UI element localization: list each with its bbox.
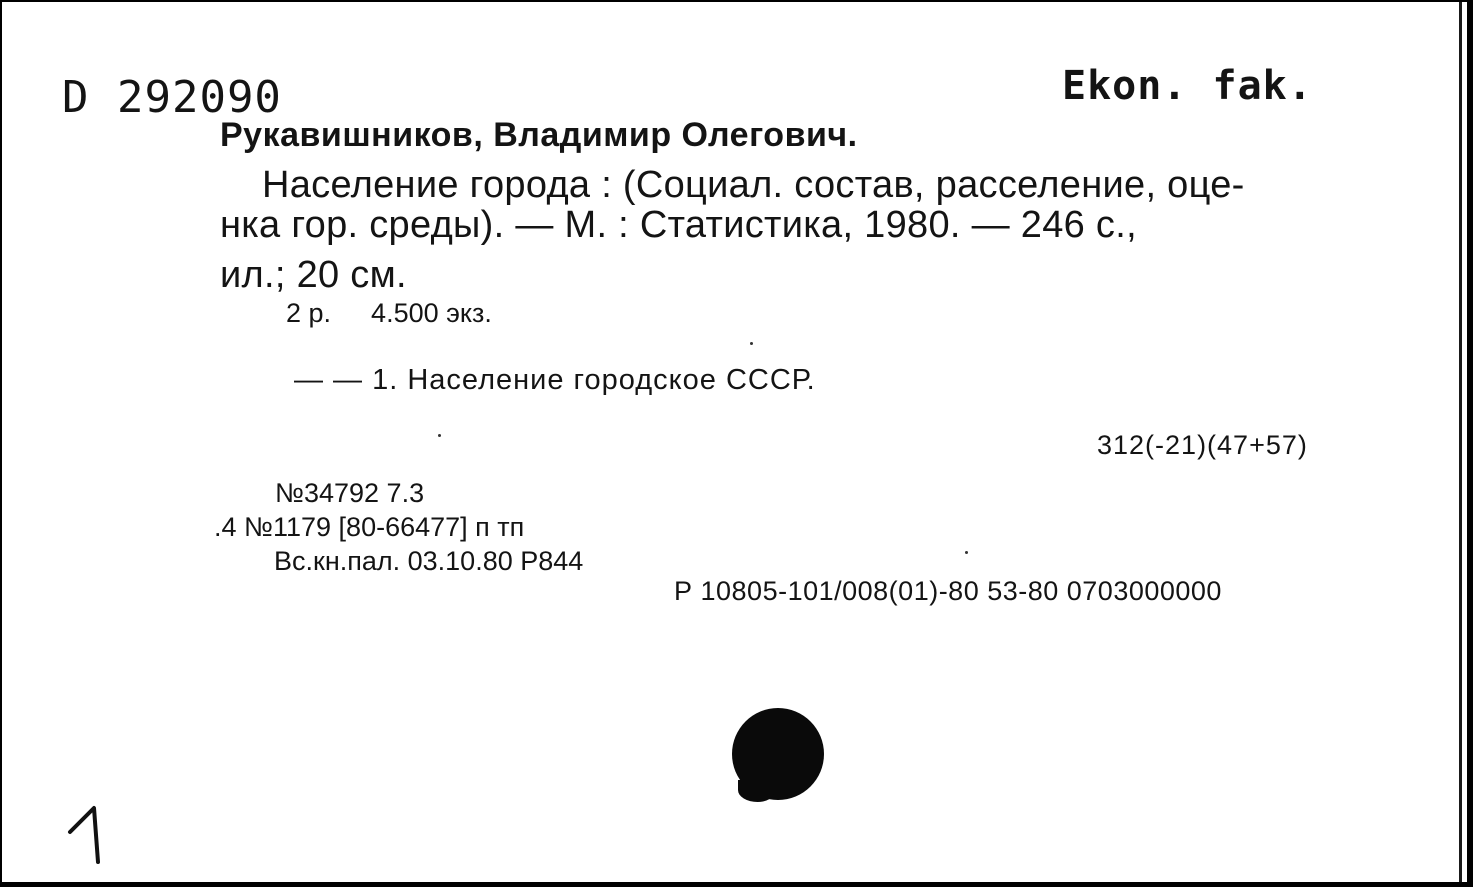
catalog-code: Р 10805-101/008(01)-80 53-80 0703000000 xyxy=(674,576,1222,606)
inventory-number: D 292090 xyxy=(62,72,282,123)
price: 2 р. xyxy=(286,298,332,328)
catalog-card xyxy=(2,2,1467,882)
classification-index: 312(-21)(47+57) xyxy=(1097,430,1308,460)
department-stamp: Ekon. fak. xyxy=(1062,63,1313,109)
copies: 4.500 экз. xyxy=(371,298,492,328)
author-heading: Рукавишников, Владимир Олегович. xyxy=(220,116,858,154)
card-edge xyxy=(1459,2,1467,882)
note-line-3: Вс.кн.пал. 03.10.80 Р844 xyxy=(274,546,584,576)
speck xyxy=(438,434,441,437)
note-line-2: .4 №1179 [80-66477] п тп xyxy=(214,512,525,542)
note-line-1: №34792 7.3 xyxy=(275,478,425,508)
description-line-1: Население города : (Социал. состав, расселение, оце- xyxy=(262,164,1245,206)
price-line xyxy=(286,300,492,327)
subject-heading: — — 1. Население городское СССР. xyxy=(294,364,816,396)
speck xyxy=(750,342,753,345)
description-line-2: нка гор. среды). — М. : Статистика, 1980. — 246 с., xyxy=(220,204,1137,246)
punch-hole-tear xyxy=(738,780,774,802)
description-line-3: ил.; 20 см. xyxy=(220,254,407,296)
speck xyxy=(965,551,968,554)
handwritten-number-1 xyxy=(64,802,110,866)
